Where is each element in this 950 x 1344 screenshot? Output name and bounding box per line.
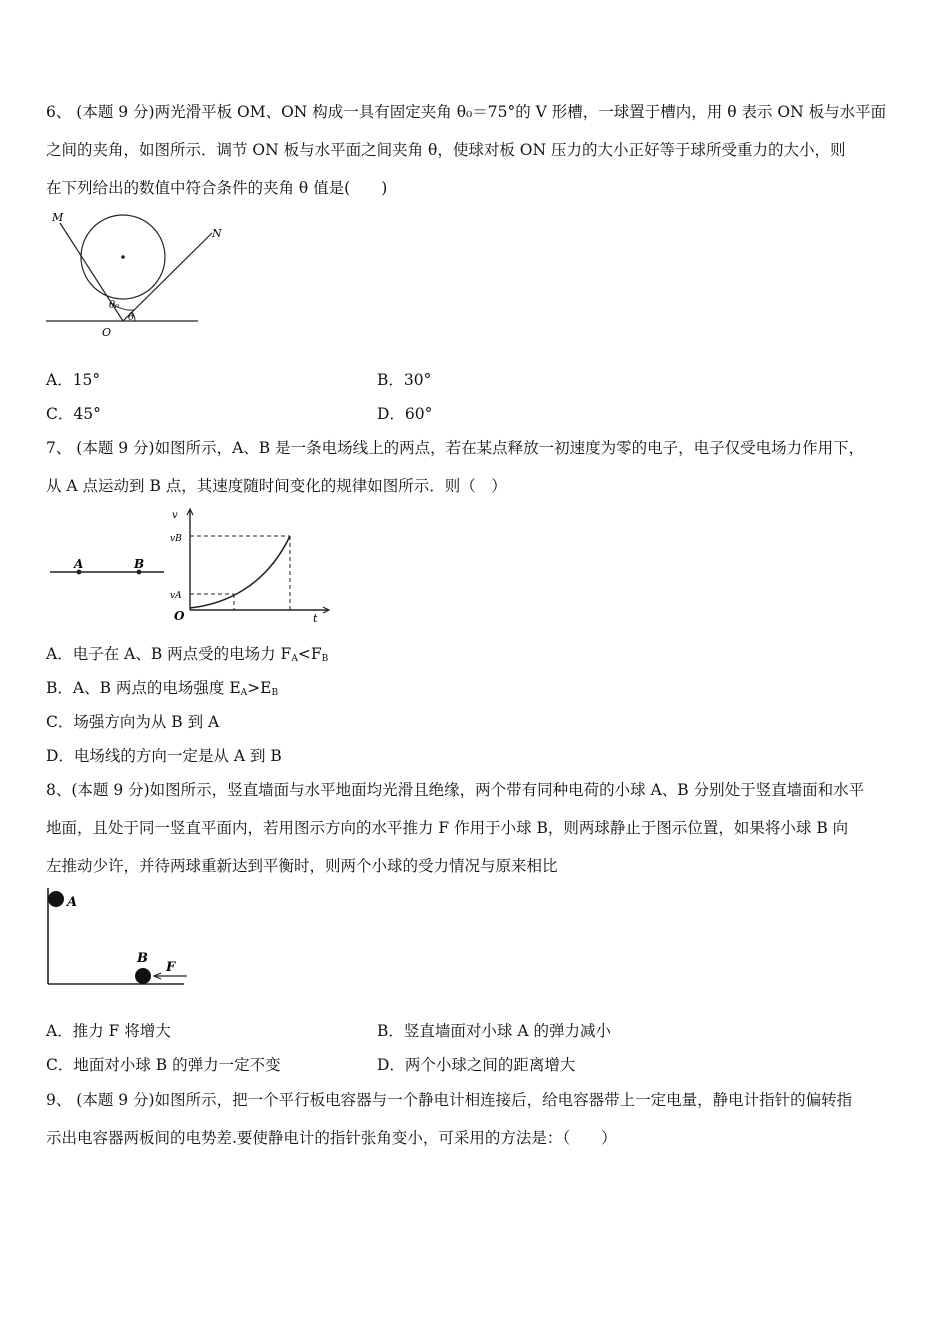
q7-option-c[interactable]: C．场强方向为从 B 到 A: [46, 713, 220, 731]
q8-option-b[interactable]: B．竖直墙面对小球 A 的弹力减小: [377, 1022, 611, 1040]
label-o: O: [102, 326, 112, 339]
q7-stem-line-1: 7、 (本题 9 分)如图所示，A、B 是一条电场线上的两点，若在某点释放一初速度为零的电子，电子仅受电场力作用下，: [46, 439, 865, 457]
q7-velocity-time-graph: [166, 506, 338, 624]
label-theta: θ: [128, 312, 135, 323]
label-a: A: [67, 895, 78, 910]
ball-a: [48, 891, 64, 907]
label-f: F: [166, 960, 176, 975]
q7-option-b[interactable]: B．A、B 两点的电场强度 $E_A>E_B$: [46, 679, 279, 698]
ball-b: [135, 968, 151, 984]
q8-wall-ball-figure: [42, 884, 192, 988]
label-t: t: [313, 612, 318, 625]
label-v: v: [172, 510, 178, 521]
q7-stem-line-2: 从 A 点运动到 B 点，其速度随时间变化的规律如图所示．则（ ）: [46, 477, 507, 495]
q6-stem-line-3: 在下列给出的数值中符合条件的夹角 θ 值是( ): [46, 179, 388, 197]
q8-option-c[interactable]: C．地面对小球 B 的弹力一定不变: [46, 1056, 281, 1074]
label-vb: vB: [170, 534, 182, 544]
q6-option-d[interactable]: D．60°: [377, 405, 433, 423]
plate-on: [123, 233, 212, 321]
q6-stem-line-2: 之间的夹角，如图所示．调节 ON 板与水平面之间夹角 θ，使球对板 ON 压力的大小正好等于球所受重力的大小，则: [46, 141, 846, 159]
ball-center: [121, 255, 125, 259]
q8-option-a[interactable]: A．推力 F 将增大: [46, 1022, 171, 1040]
label-b: B: [134, 557, 145, 571]
q6-option-b[interactable]: B．30°: [377, 371, 432, 389]
vt-curve: [190, 536, 290, 608]
q8-stem-line-1: 8、(本题 9 分)如图所示，竖直墙面与水平地面均光滑且绝缘，两个带有同种电荷的小球 A、B 分别处于竖直墙面和水平: [46, 781, 865, 799]
label-a: A: [74, 557, 84, 571]
q8-option-d[interactable]: D．两个小球之间的距离增大: [377, 1056, 576, 1074]
label-theta0: θ₀: [109, 300, 120, 311]
q9-stem-line-2: 示出电容器两板间的电势差.要使静电计的指针张角变小，可采用的方法是：（ ）: [46, 1129, 617, 1147]
q6-v-groove-figure: [40, 205, 222, 340]
label-b: B: [137, 951, 148, 966]
label-m: M: [52, 211, 64, 224]
q6-stem-line-1: 6、 (本题 9 分)两光滑平板 OM、ON 构成一具有固定夹角 θ₀＝75°的 V 形槽，一球置于槽内，用 θ 表示 ON 板与水平面: [46, 103, 887, 121]
label-n: N: [212, 227, 222, 240]
q7-option-d[interactable]: D．电场线的方向一定是从 A 到 B: [46, 747, 282, 765]
label-va: vA: [170, 591, 182, 601]
label-o: O: [174, 609, 185, 623]
q9-stem-line-1: 9、 (本题 9 分)如图所示，把一个平行板电容器与一个静电计相连接后，给电容器带上一定电量，静电计指针的偏转指: [46, 1091, 853, 1109]
q8-stem-line-2: 地面，且处于同一竖直平面内，若用图示方向的水平推力 F 作用于小球 B，则两球静止于图示位置，如果将小球 B 向: [46, 819, 849, 837]
q7-field-line-figure: [46, 550, 166, 590]
q6-option-a[interactable]: A．15°: [46, 371, 101, 389]
q8-stem-line-3: 左推动少许，并待两球重新达到平衡时，则两个小球的受力情况与原来相比: [46, 857, 558, 875]
q7-option-a[interactable]: A．电子在 A、B 两点受的电场力 $F_A<F_B$: [46, 645, 329, 664]
q6-option-c[interactable]: C．45°: [46, 405, 101, 423]
